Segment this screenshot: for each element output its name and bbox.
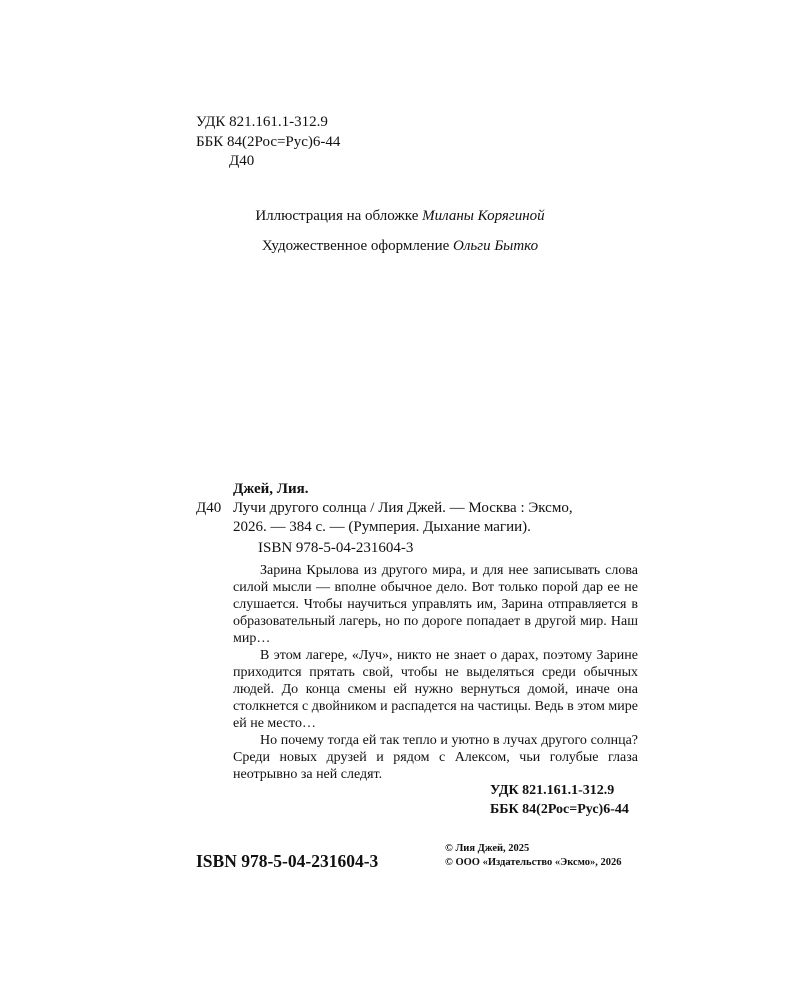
author-mark: Д40 — [229, 153, 255, 169]
illustrator-name: Миланы Корягиной — [422, 208, 545, 224]
annotation-paragraph: В этом лагере, «Луч», никто не знает о дарах, поэтому Зарине приходится прятать свой, чтобы не выделяться среди обычных людей. До конца смены ей нужно вернуться домой, иначе она столкнется с двойником и распадется на частицы. Ведь в этом мире ей не место… — [233, 648, 638, 731]
design-credit — [0, 238, 800, 255]
bib-isbn: ISBN 978-5-04-231604-3 — [258, 540, 414, 556]
annotation — [233, 562, 638, 783]
annotation-classification-codes — [490, 781, 629, 819]
annotation-udk: УДК 821.161.1-312.9 — [490, 783, 615, 798]
designer-name: Ольги Бытко — [453, 238, 539, 254]
annotation-paragraph: Но почему тогда ей так тепло и уютно в лучах другого солнца? Среди новых друзей и рядом с Алексом, чьи голубые глаза неотрывно за ней следят. — [233, 733, 638, 782]
bib-title-line-1: Лучи другого солнца / Лия Джей. — Москва : Эксмо, — [233, 500, 573, 516]
illustration-credit-prefix: Иллюстрация на обложке — [255, 208, 419, 224]
bibliographic-record — [196, 480, 640, 558]
copyright-publisher: © ООО «Издательство «Эксмо», 2026 — [445, 857, 622, 868]
bib-title-line-2: 2026. — 384 с. — (Румперия. Дыхание магии). — [233, 519, 531, 535]
copyright-notices — [445, 842, 621, 870]
footer-isbn: ISBN 978-5-04-231604-3 — [196, 851, 379, 871]
annotation-bbk: ББК 84(2Рос=Рус)6-44 — [490, 802, 629, 817]
copyright-author: © Лия Джей, 2025 — [445, 843, 530, 854]
bib-code: Д40 — [196, 500, 222, 516]
header-classification-codes — [196, 113, 340, 172]
bbk-code: ББК 84(2Рос=Рус)6-44 — [196, 133, 341, 150]
illustration-credit — [0, 208, 800, 225]
design-credit-prefix: Художественное оформление — [261, 238, 450, 254]
udk-code: УДК 821.161.1-312.9 — [196, 114, 328, 130]
bib-author: Джей, Лия. — [233, 481, 309, 497]
bib-entry — [196, 499, 640, 537]
annotation-paragraph: Зарина Крылова из другого мира, и для нее записывать слова силой мысли — вполне обычное дело. Вот только порой дар ее не слушается. Чтобы научиться управлять им, Зарина отправляется в образовательный лагерь, но по дороге попадает в другой мир. Наш мир… — [233, 563, 638, 646]
